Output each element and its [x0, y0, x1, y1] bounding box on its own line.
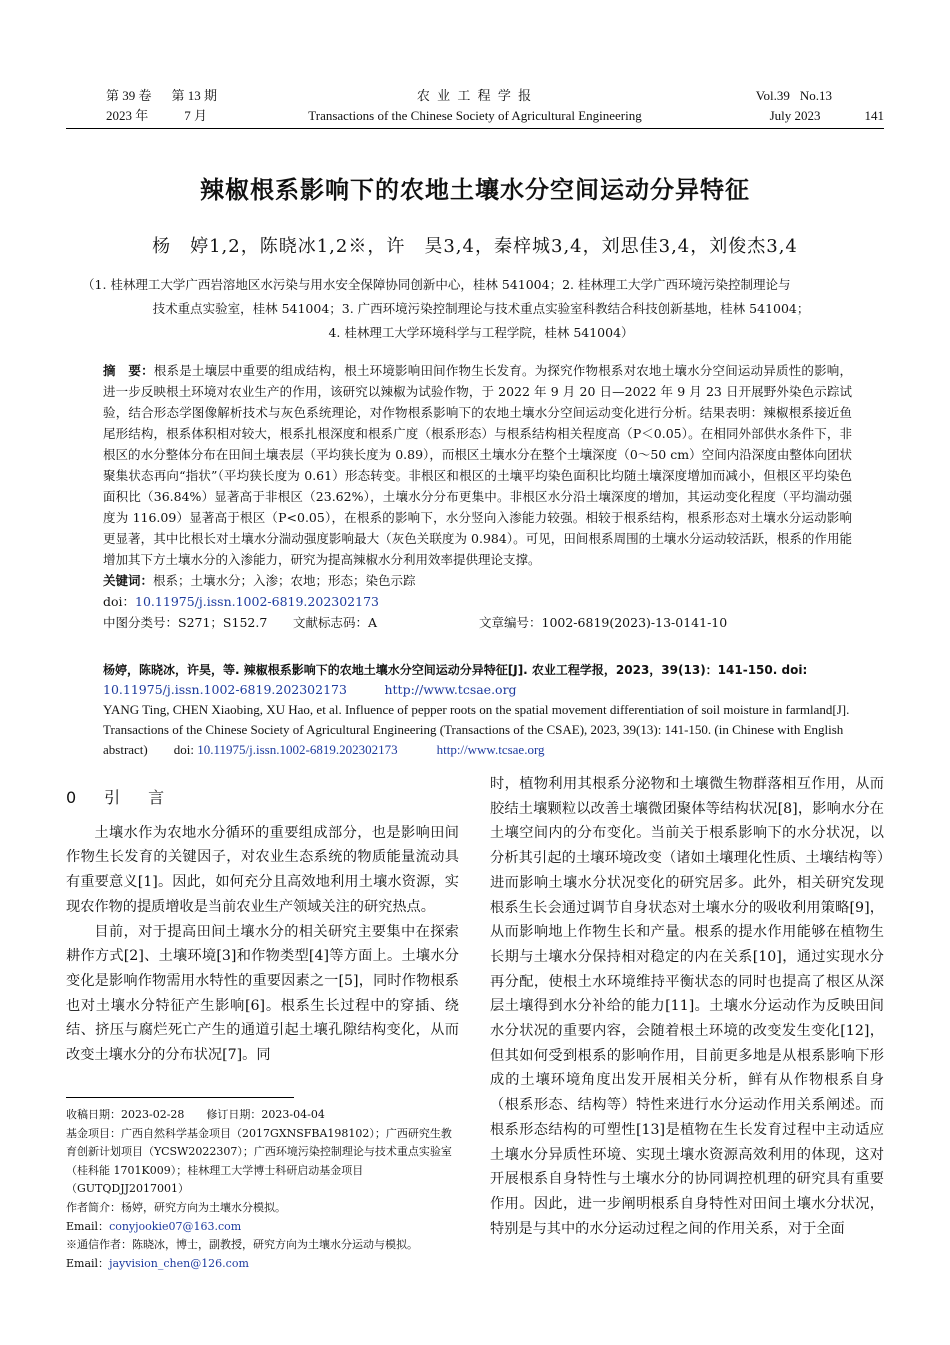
- fund-info: 基金项目：广西自然科学基金项目（2017GXNSFBA198102）；广西研究生教育创新计划项目（YCSW2022307）；广西环境污染控制理论与技术重点实验室（桂科能 1701K009）；桂林理工大学博士科研启动基金项目（GUTQDJJ2017001）: [66, 1126, 452, 1196]
- section-heading: 0 引 言: [66, 788, 171, 807]
- received-date: 收稿日期：2023-02-28 修订日期：2023-04-04: [66, 1108, 325, 1121]
- keywords: [103, 570, 852, 591]
- citation-zh: [103, 660, 852, 700]
- year-zh: 2023 年: [106, 108, 149, 123]
- journal-name-en: Transactions of the Chinese Society of Agricultural Engineering: [308, 108, 642, 123]
- page-number: 141: [864, 108, 884, 123]
- body-paragraph: 土壤水作为农地水分循环的重要组成部分，也是影响田间作物生长发育的关键因子，对农业生态系统的物质能量流动具有重要意义[1]。因此，如何充分且高效地利用土壤水资源，实现农作物的提质增收是当前农业生产领域关注的研究热点。: [66, 824, 459, 915]
- volume-en: Vol.39: [755, 88, 790, 103]
- author-email: [66, 1218, 462, 1237]
- doi-line: [103, 591, 852, 612]
- citation-en-url[interactable]: http://www.tcsae.org: [436, 742, 545, 757]
- paper-title: 辣椒根系影响下的农地土壤水分空间运动分异特征: [200, 176, 750, 204]
- article-number: 文章编号：1002-6819(2023)-13-0141-10: [479, 615, 728, 630]
- body-paragraph: 时，植物利用其根系分泌物和土壤微生物群落相互作用，从而胶结土壤颗粒以改善土壤微团聚体等结构状况[8]，影响水分在土壤空间内的分布变化。当前关于根系影响下的水分状况，以分析其引起的土壤环境改变（诸如土壤理化性质、土壤结构等）进而影响土壤水分状况变化的研究居多。此外，相关研究发现根系生长会通过调节自身状态对土壤水分的吸收利用策略[9]，从而影响地上作物生长和产量。根系的提水作用能够在植物生长期与土壤水分保持相对稳定的内在关系[10]，通过实现水分再分配，使根土水环境维持平衡状态的同时也提高了根区从深层土壤得到水分补给的能力[11]。土壤水分运动作为反映田间水分状况的重要内容，会随着根土环境的改变发生变化[12]，但其如何受到根系的影响作用，目前更多地是从根系影响下形成的土壤环境角度出发开展相关分析，鲜有从作物根系自身（根系形态、结构等）特性来进行水分运动作用关系阐述。而根系形态结构的可塑性[13]是植物在生长发育过程中主动适应土壤水分异质性环境、实现土壤水资源高效利用的体现，这对开展根系自身特性与土壤水分的协同调控机理的研究具有重要作用。因此，进一步阐明根系自身特性对田间土壤水分状况，特别是与其中的水分运动过程之间的作用关系，对于全面: [490, 776, 884, 1237]
- volume-zh: 第 39 卷: [106, 88, 152, 103]
- right-column: [490, 772, 884, 1241]
- citation-en-doi[interactable]: 10.11975/j.issn.1002-6819.202302173: [197, 742, 398, 757]
- doi-link[interactable]: 10.11975/j.issn.1002-6819.202302173: [135, 594, 379, 609]
- affiliations: [82, 273, 880, 345]
- classification-line: [103, 612, 852, 633]
- citation-en-text: YANG Ting, CHEN Xiaobing, XU Hao, et al. Influence of pepper roots on the spatial movement differentiation of soil moisture in farmland[J]. Transactions of the Chinese Society of Agricultural Engineering (Transactions of the CSAE), 2023, 39(13): 141-150. (in Chinese with English abstract): [103, 702, 850, 757]
- affiliation-line: （1. 桂林理工大学广西岩溶地区水污染与用水安全保障协同创新中心，桂林 541004；2. 桂林理工大学广西环境污染控制理论与: [82, 277, 791, 292]
- abstract: [103, 360, 852, 570]
- date-en: July 2023: [769, 108, 821, 123]
- footnote-rule: [66, 1097, 294, 1098]
- citation-block: [103, 660, 852, 760]
- clc-number: 中图分类号：S271；S152.7: [103, 615, 268, 630]
- running-header: [66, 86, 884, 130]
- email-link[interactable]: jayvision_chen@126.com: [109, 1256, 249, 1270]
- header-right: [684, 86, 884, 126]
- citation-zh-doi[interactable]: 10.11975/j.issn.1002-6819.202302173: [103, 682, 347, 697]
- doi-label: doi：: [103, 594, 136, 609]
- body-paragraph: 目前，对于提高田间土壤水分的相关研究主要集中在探索耕作方式[2]、土壤环境[3]和作物类型[4]等方面上。土壤水分变化是影响作物需用水特性的重要因素之一[5]，同时作物根系也对土壤水分特征产生影响[6]。根系生长过程中的穿插、绕结、挤压与腐烂死亡产生的通道引起土壤孔隙结构变化，从而改变土壤水分的分布状况[7]。同: [66, 923, 459, 1064]
- keywords-label: 关键词：: [103, 573, 154, 588]
- corresponding-email: [66, 1255, 462, 1274]
- citation-zh-text: 杨婷，陈晓冰，许昊，等. 辣椒根系影响下的农地土壤水分空间运动分异特征[J]. 农业工程学报，2023，39(13)：141-150. doi:: [103, 663, 808, 677]
- email-link[interactable]: conyjookie07@163.com: [109, 1219, 242, 1233]
- abstract-label: 摘 要：: [103, 363, 154, 378]
- document-code: 文献标志码：A: [293, 615, 378, 630]
- issue-zh: 第 13 期: [171, 88, 218, 103]
- email-label: Email：: [66, 1256, 110, 1270]
- email-label: Email：: [66, 1219, 110, 1233]
- corresponding-author: ※通信作者：陈晓冰，博士，副教授，研究方向为土壤水分运动与模拟。: [66, 1238, 418, 1252]
- abstract-text: 根系是土壤层中重要的组成结构，根土环境影响田间作物生长发育。为探究作物根系对农地土壤水分空间运动异质性的影响，进一步反映根土环境对农业生产的作用，该研究以辣椒为试验作物，于 2022 年 9 月 20 日—2022 年 9 月 23 日开展野外染色示踪试验，结合形态学图像解析技术与灰色系统理论，对作物根系影响下的农地土壤水分空间运动变化进行分析。结果表明：辣椒根系接近鱼尾形结构，根系体积相对较大，根系扎根深度和根系广度（根系形态）与根系结构相关程度高（P＜0.05）。在相同外部供水条件下，非根区的水分整体分布在田间土壤表层（平均狭长度为 0.89），而根区土壤水分在整个土壤深度（0～50 cm）空间内沿深度由整体向团状聚集状态再向“指状”（平均狭长度为 0.61）形态转变。非根区和根区的土壤平均染色面积比均随土壤深度增加而减小，但根区平均染色面积比（36.84%）显著高于非根区（23.62%），土壤水分分布更集中。非根区水分沿土壤深度的增加，其运动变化程度（平均湍动强度为 116.09）显著高于根区（P<0.05），在根系的影响下，水分竖向入渗能力较强。相较于根系结构，根系形态对土壤水分运动影响更显著，其中比根长对土壤水分湍动强度影响最大（灰色关联度为 0.984）。可见，田间根系周围的土壤水分运动较活跃，根系的作用能增加其下方土壤水分的入渗能力，研究为提高辣椒水分利用效率提供理论支撑。: [103, 363, 852, 567]
- left-column: [66, 776, 459, 1068]
- citation-en: [103, 700, 852, 760]
- author-bio: 作者简介：杨婷，研究方向为土壤水分模拟。: [66, 1200, 286, 1214]
- citation-zh-url[interactable]: http://www.tcsae.org: [384, 682, 517, 697]
- keywords-text: 根系；土壤水分；入渗；农地；形态；染色示踪: [153, 573, 416, 588]
- affiliation-line: 4. 桂林理工大学环境科学与工程学院，桂林 541004）: [328, 325, 634, 340]
- journal-name-zh: 农 业 工 程 学 报: [416, 88, 534, 103]
- footnotes: [66, 1106, 462, 1273]
- abstract-block: [103, 360, 852, 633]
- header-rule: [66, 128, 884, 129]
- affiliation-line: 技术重点实验室，桂林 541004；3. 广西环境污染控制理论与技术重点实验室科教结合科技创新基地，桂林 541004；: [152, 301, 810, 316]
- month-zh: 7 月: [184, 108, 208, 123]
- issue-en: No.13: [799, 88, 832, 103]
- author-list: 杨 婷1,2，陈晓冰1,2※，许 昊3,4，秦梓城3,4，刘思佳3,4，刘俊杰3,4: [152, 236, 798, 257]
- citation-en-doi-label: doi:: [173, 742, 195, 757]
